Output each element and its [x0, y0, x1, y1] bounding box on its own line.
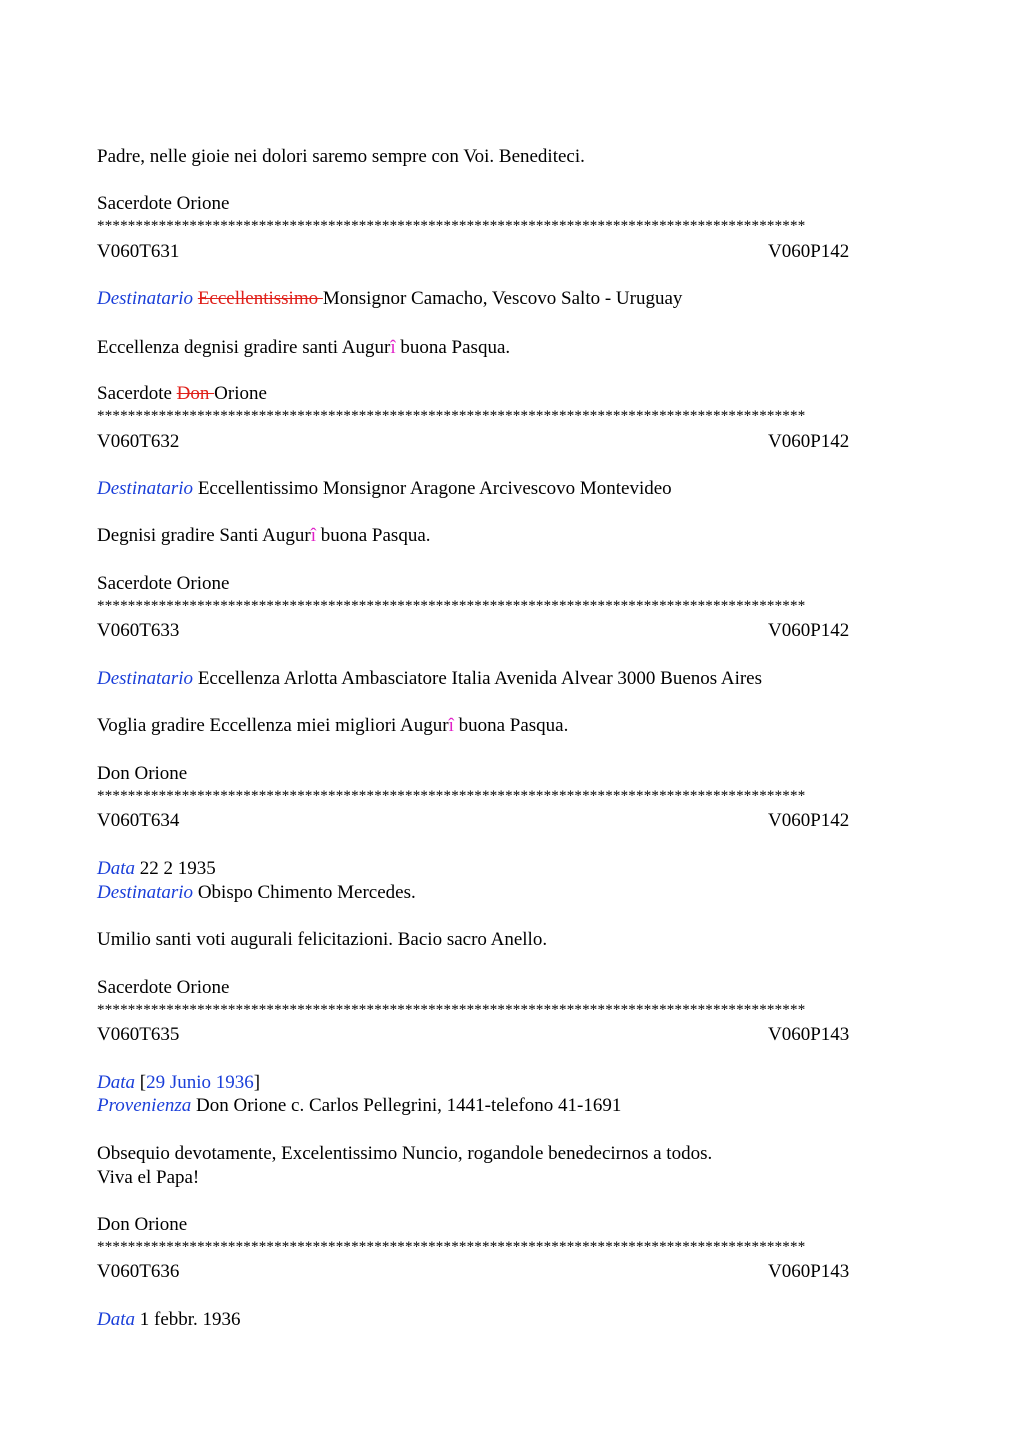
letter-signature: Sacerdote Orione: [97, 573, 230, 594]
letter-date: [97, 1072, 260, 1094]
letter-page-ref: V060P142: [768, 620, 850, 641]
recipient-text: Monsignor Camacho, Vescovo Salto - Uruguay: [322, 288, 683, 309]
letter-recipient: [97, 478, 672, 500]
body-text: buona Pasqua.: [395, 337, 511, 358]
date-label: Data: [97, 1309, 135, 1330]
recipient-text: Obispo Chimento Mercedes.: [197, 882, 416, 903]
recipient-label: Destinatario: [97, 288, 194, 309]
letter-signature: Don Orione: [97, 763, 188, 784]
recipient-label: Destinatario: [97, 478, 194, 499]
editorial-mark: î: [390, 337, 396, 358]
letter-date: [97, 858, 216, 880]
letter-page-ref: V060P143: [768, 1261, 850, 1282]
date-label: Data: [97, 858, 135, 879]
letter-page-ref: V060P142: [768, 431, 850, 452]
body-text: Degnisi gradire Santi Augur: [97, 525, 311, 546]
date-bracket: [: [139, 1072, 147, 1093]
date-text: 1 febbr. 1936: [139, 1309, 241, 1330]
letter-body: [97, 337, 510, 359]
letter-recipient: [97, 288, 682, 310]
letter-page-ref: V060P142: [768, 810, 850, 831]
separator: ********************************************************************************************: [97, 1003, 806, 1017]
letter-signature: Don Orione: [97, 1214, 188, 1235]
recipient-text: Eccellenza Arlotta Ambasciatore Italia Avenida Alvear 3000 Buenos Aires: [197, 668, 762, 689]
deleted-text: Don: [176, 383, 215, 404]
provenance-label: Provenienza: [97, 1095, 192, 1116]
date-text: 29 Junio 1936: [146, 1072, 254, 1093]
date-bracket: ]: [253, 1072, 261, 1093]
recipient-label: Destinatario: [97, 668, 194, 689]
letter-date: [97, 1309, 241, 1331]
separator: ********************************************************************************************: [97, 1240, 806, 1254]
deleted-text: Eccellentissimo: [197, 288, 323, 309]
separator: ********************************************************************************************: [97, 789, 806, 803]
date-label: Data: [97, 1072, 135, 1093]
body-text: Eccellenza degnisi gradire santi Augur: [97, 337, 391, 358]
letter-recipient: [97, 668, 762, 690]
letter-code: V060T634: [97, 810, 180, 831]
letter-body: Viva el Papa!: [97, 1167, 200, 1188]
letter-code: V060T631: [97, 241, 180, 262]
signature-text: Sacerdote: [97, 383, 177, 404]
letter-signature: [97, 383, 267, 405]
body-text: buona Pasqua.: [316, 525, 431, 546]
letter-body: Umilio santi voti augurali felicitazioni. Bacio sacro Anello.: [97, 929, 548, 950]
editorial-mark: î: [310, 525, 316, 546]
separator: ********************************************************************************************: [97, 599, 806, 613]
date-text: 22 2 1935: [139, 858, 216, 879]
body-text: buona Pasqua.: [453, 715, 569, 736]
recipient-label: Destinatario: [97, 882, 194, 903]
intro-text: Padre, nelle gioie nei dolori saremo sempre con Voi. Benediteci.: [97, 146, 585, 167]
recipient-text: Eccellentissimo Monsignor Aragone Arcivescovo Montevideo: [197, 478, 672, 499]
provenance-text: Don Orione c. Carlos Pellegrini, 1441-telefono 41-1691: [196, 1095, 622, 1116]
letter-body: Obsequio devotamente, Excelentissimo Nuncio, rogandole benedecirnos a todos.: [97, 1143, 713, 1164]
editorial-mark: î: [448, 715, 454, 736]
intro-signature: Sacerdote Orione: [97, 193, 230, 214]
letter-body: [97, 715, 568, 737]
signature-text: Orione: [214, 383, 267, 404]
letter-code: V060T633: [97, 620, 180, 641]
letter-code: V060T635: [97, 1024, 180, 1045]
body-text: Voglia gradire Eccellenza miei migliori Augur: [97, 715, 449, 736]
letter-page-ref: V060P143: [768, 1024, 850, 1045]
separator: ********************************************************************************************: [97, 409, 806, 423]
separator: ********************************************************************************************: [97, 219, 806, 233]
letter-recipient: [97, 882, 416, 904]
letter-signature: Sacerdote Orione: [97, 977, 230, 998]
letter-provenance: [97, 1095, 621, 1117]
letter-code: V060T632: [97, 431, 180, 452]
letter-code: V060T636: [97, 1261, 180, 1282]
letter-body: [97, 525, 431, 547]
letter-page-ref: V060P142: [768, 241, 850, 262]
